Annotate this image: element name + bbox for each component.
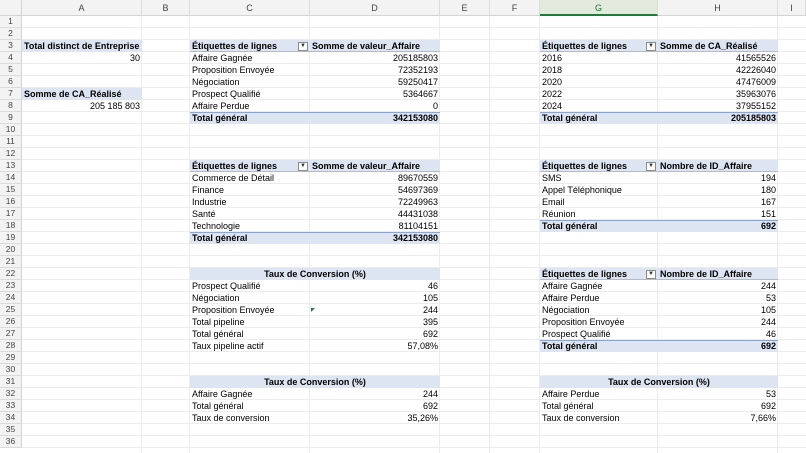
conv1-row-label[interactable]: Négociation — [192, 293, 240, 303]
pivot4-row-label[interactable]: Appel Téléphonique — [542, 185, 622, 195]
row-header-18[interactable]: 18 — [0, 220, 22, 232]
column-header-f[interactable]: F — [490, 0, 540, 16]
kpi-ca-label[interactable]: Somme de CA_Réalisé — [24, 89, 122, 99]
conv2-row-label[interactable]: Total général — [192, 401, 244, 411]
pivot3-row-label-header[interactable]: Étiquettes de lignes — [542, 41, 628, 51]
row-header-36[interactable]: 36 — [0, 436, 22, 448]
row-header-23[interactable]: 23 — [0, 280, 22, 292]
row-header-20[interactable]: 20 — [0, 244, 22, 256]
row-header-29[interactable]: 29 — [0, 352, 22, 364]
pivot2-row-label[interactable]: Industrie — [192, 197, 227, 207]
conv3-title[interactable]: Taux de Conversion (%) — [608, 377, 710, 387]
row-header-9[interactable]: 9 — [0, 112, 22, 124]
column-header-e[interactable]: E — [440, 0, 490, 16]
column-header-i[interactable]: I — [778, 0, 806, 16]
gridline-row — [22, 447, 806, 448]
row-header-12[interactable]: 12 — [0, 148, 22, 160]
row-header-24[interactable]: 24 — [0, 292, 22, 304]
conv2-row-label[interactable]: Affaire Gagnée — [192, 389, 253, 399]
row-header-5[interactable]: 5 — [0, 64, 22, 76]
error-indicator-icon — [311, 308, 315, 312]
pivot2-row-label[interactable]: Finance — [192, 185, 225, 195]
row-header-22[interactable]: 22 — [0, 268, 22, 280]
row-header-6[interactable]: 6 — [0, 76, 22, 88]
pivot1-row-value[interactable]: 72352193 — [397, 65, 438, 75]
conv3-row-value[interactable]: 53 — [765, 389, 776, 399]
pivot2-row-value[interactable]: 89670559 — [397, 173, 438, 183]
pivot5-row-value[interactable]: 53 — [765, 293, 776, 303]
pivot1-total-value[interactable]: 342153080 — [392, 113, 438, 123]
pivot4-total-value[interactable]: 692 — [760, 221, 776, 231]
row-header-30[interactable]: 30 — [0, 364, 22, 376]
gridline-row — [22, 147, 806, 148]
pivot5-row-value[interactable]: 105 — [760, 305, 776, 315]
conv1-row-value[interactable]: 46 — [427, 281, 438, 291]
pivot5-value-header[interactable]: Nombre de ID_Affaire — [660, 269, 753, 279]
pivot3-row-value[interactable]: 47476009 — [735, 77, 776, 87]
pivot5-row-label[interactable]: Proposition Envoyée — [542, 317, 625, 327]
gridline-row — [22, 255, 806, 256]
row-header-25[interactable]: 25 — [0, 304, 22, 316]
pivot3-row-value[interactable]: 37955152 — [735, 101, 776, 111]
pivot1-row-label[interactable]: Affaire Gagnée — [192, 53, 253, 63]
column-header-b[interactable]: B — [142, 0, 190, 16]
pivot4-row-label[interactable]: Réunion — [542, 209, 576, 219]
conv2-title[interactable]: Taux de Conversion (%) — [264, 377, 366, 387]
pivot1-row-value[interactable]: 205185803 — [392, 53, 438, 63]
pivot1-row-label[interactable]: Prospect Qualifié — [192, 89, 261, 99]
pivot4-row-value[interactable]: 180 — [760, 185, 776, 195]
conv1-row-label[interactable]: Taux pipeline actif — [192, 341, 264, 351]
pivot1-value-header[interactable]: Somme de valeur_Affaire — [312, 41, 421, 51]
row-header-1[interactable]: 1 — [0, 16, 22, 28]
pivot3-total-value[interactable]: 205185803 — [730, 113, 776, 123]
row-header-8[interactable]: 8 — [0, 100, 22, 112]
row-header-16[interactable]: 16 — [0, 196, 22, 208]
row-header-17[interactable]: 17 — [0, 208, 22, 220]
conv2-row-value[interactable]: 692 — [422, 401, 438, 411]
row-header-13[interactable]: 13 — [0, 160, 22, 172]
conv1-row-label[interactable]: Prospect Qualifié — [192, 281, 261, 291]
kpi-ca-value[interactable]: 205 185 803 — [89, 101, 140, 111]
gridline-row — [22, 135, 806, 136]
column-header-h[interactable]: H — [658, 0, 778, 16]
pivot5-row-value[interactable]: 46 — [765, 329, 776, 339]
pivot1-row-value[interactable]: 59250417 — [397, 77, 438, 87]
pivot5-total-label[interactable]: Total général — [542, 341, 598, 351]
pivot4-row-label[interactable]: SMS — [542, 173, 562, 183]
pivot2-row-label[interactable]: Technologie — [192, 221, 241, 231]
row-header-31[interactable]: 31 — [0, 376, 22, 388]
conv3-row-value[interactable]: 7,66% — [750, 413, 776, 423]
row-header-34[interactable]: 34 — [0, 412, 22, 424]
pivot1-row-label[interactable]: Négociation — [192, 77, 240, 87]
conv3-row-value[interactable]: 692 — [760, 401, 776, 411]
pivot4-row-value[interactable]: 167 — [760, 197, 776, 207]
column-header-d[interactable]: D — [310, 0, 440, 16]
pivot1-filter-dropdown-icon[interactable]: ▼ — [298, 42, 308, 51]
pivot5-row-label[interactable]: Affaire Perdue — [542, 293, 600, 303]
row-header-26[interactable]: 26 — [0, 316, 22, 328]
pivot2-row-label-header[interactable]: Étiquettes de lignes — [192, 161, 278, 171]
conv1-row-value[interactable]: 395 — [422, 317, 438, 327]
pivot2-row-value[interactable]: 54697369 — [397, 185, 438, 195]
conv1-row-value[interactable]: 105 — [422, 293, 438, 303]
pivot4-row-label-header[interactable]: Étiquettes de lignes — [542, 161, 628, 171]
gridline-col — [141, 16, 142, 453]
pivot5-row-value[interactable]: 244 — [760, 317, 776, 327]
pivot5-filter-dropdown-icon[interactable]: ▼ — [646, 270, 656, 279]
row-header-10[interactable]: 10 — [0, 124, 22, 136]
pivot5-row-value[interactable]: 244 — [760, 281, 776, 291]
row-header-27[interactable]: 27 — [0, 328, 22, 340]
row-header-2[interactable]: 2 — [0, 28, 22, 40]
pivot4-value-header[interactable]: Nombre de ID_Affaire — [660, 161, 753, 171]
conv1-row-value[interactable]: 692 — [422, 329, 438, 339]
row-header-33[interactable]: 33 — [0, 400, 22, 412]
pivot2-total-label[interactable]: Total général — [192, 233, 248, 243]
pivot1-row-value[interactable]: 5364667 — [402, 89, 438, 99]
pivot4-total-label[interactable]: Total général — [542, 221, 598, 231]
pivot3-row-value[interactable]: 41565526 — [735, 53, 776, 63]
pivot2-total-value[interactable]: 342153080 — [392, 233, 438, 243]
conv2-row-label[interactable]: Taux de conversion — [192, 413, 270, 423]
column-header-c[interactable]: C — [190, 0, 310, 16]
pivot2-row-label[interactable]: Santé — [192, 209, 216, 219]
row-header-15[interactable]: 15 — [0, 184, 22, 196]
conv1-row-value[interactable]: 244 — [422, 305, 438, 315]
row-header-14[interactable]: 14 — [0, 172, 22, 184]
pivot5-row-label-header[interactable]: Étiquettes de lignes — [542, 269, 628, 279]
row-header-4[interactable]: 4 — [0, 52, 22, 64]
select-all-corner[interactable] — [0, 0, 22, 16]
pivot1-total-label[interactable]: Total général — [192, 113, 248, 123]
row-header-3[interactable]: 3 — [0, 40, 22, 52]
pivot2-row-value[interactable]: 72249963 — [397, 197, 438, 207]
pivot4-row-value[interactable]: 151 — [760, 209, 776, 219]
pivot3-row-label[interactable]: 2022 — [542, 89, 563, 99]
pivot4-filter-dropdown-icon[interactable]: ▼ — [646, 162, 656, 171]
pivot4-row-label[interactable]: Email — [542, 197, 565, 207]
pivot3-filter-dropdown-icon[interactable]: ▼ — [646, 42, 656, 51]
pivot3-row-value[interactable]: 35963076 — [735, 89, 776, 99]
conv1-row-label[interactable]: Total général — [192, 329, 244, 339]
pivot5-row-label[interactable]: Négociation — [542, 305, 590, 315]
conv1-row-label[interactable]: Proposition Envoyée — [192, 305, 275, 315]
conv2-row-value[interactable]: 244 — [422, 389, 438, 399]
row-header-32[interactable]: 32 — [0, 388, 22, 400]
row-header-19[interactable]: 19 — [0, 232, 22, 244]
pivot1-row-label[interactable]: Proposition Envoyée — [192, 65, 275, 75]
pivot1-row-value[interactable]: 0 — [432, 101, 438, 111]
column-header-a[interactable]: A — [22, 0, 142, 16]
pivot1-row-label[interactable]: Affaire Perdue — [192, 101, 250, 111]
row-header-7[interactable]: 7 — [0, 88, 22, 100]
pivot5-row-label[interactable]: Affaire Gagnée — [542, 281, 603, 291]
row-header-35[interactable]: 35 — [0, 424, 22, 436]
pivot3-row-label[interactable]: 2016 — [542, 53, 563, 63]
kpi-distinct-label[interactable]: Total distinct de Entreprise — [24, 41, 140, 51]
pivot2-row-value[interactable]: 44431038 — [397, 209, 438, 219]
gridline-col — [489, 16, 490, 453]
pivot3-row-value[interactable]: 42226040 — [735, 65, 776, 75]
row-header-28[interactable]: 28 — [0, 340, 22, 352]
gridline-row — [22, 435, 806, 436]
pivot2-row-label[interactable]: Commerce de Détail — [192, 173, 275, 183]
kpi-distinct-value[interactable]: 30 — [129, 53, 140, 63]
conv1-row-label[interactable]: Total pipeline — [192, 317, 245, 327]
conv1-title[interactable]: Taux de Conversion (%) — [264, 269, 366, 279]
pivot3-value-header[interactable]: Somme de CA_Réalisé — [660, 41, 758, 51]
pivot2-value-header[interactable]: Somme de valeur_Affaire — [312, 161, 421, 171]
conv1-row-value[interactable]: 57,08% — [407, 341, 438, 351]
conv2-row-value[interactable]: 35,26% — [407, 413, 438, 423]
pivot4-row-value[interactable]: 194 — [760, 173, 776, 183]
pivot3-row-label[interactable]: 2018 — [542, 65, 563, 75]
conv3-row-label[interactable]: Total général — [542, 401, 594, 411]
row-header-11[interactable]: 11 — [0, 136, 22, 148]
pivot1-row-label-header[interactable]: Étiquettes de lignes — [192, 41, 278, 51]
row-header-21[interactable]: 21 — [0, 256, 22, 268]
gridline-row — [22, 363, 806, 364]
pivot3-row-label[interactable]: 2024 — [542, 101, 563, 111]
pivot3-total-label[interactable]: Total général — [542, 113, 598, 123]
pivot3-row-label[interactable]: 2020 — [542, 77, 563, 87]
conv3-row-label[interactable]: Affaire Perdue — [542, 389, 600, 399]
pivot5-total-value[interactable]: 692 — [760, 341, 776, 351]
pivot2-filter-dropdown-icon[interactable]: ▼ — [298, 162, 308, 171]
gridline-row — [22, 27, 806, 28]
pivot5-row-label[interactable]: Prospect Qualifié — [542, 329, 611, 339]
column-header-g[interactable]: G — [540, 0, 658, 16]
pivot2-row-value[interactable]: 81104151 — [398, 221, 438, 231]
conv3-row-label[interactable]: Taux de conversion — [542, 413, 620, 423]
